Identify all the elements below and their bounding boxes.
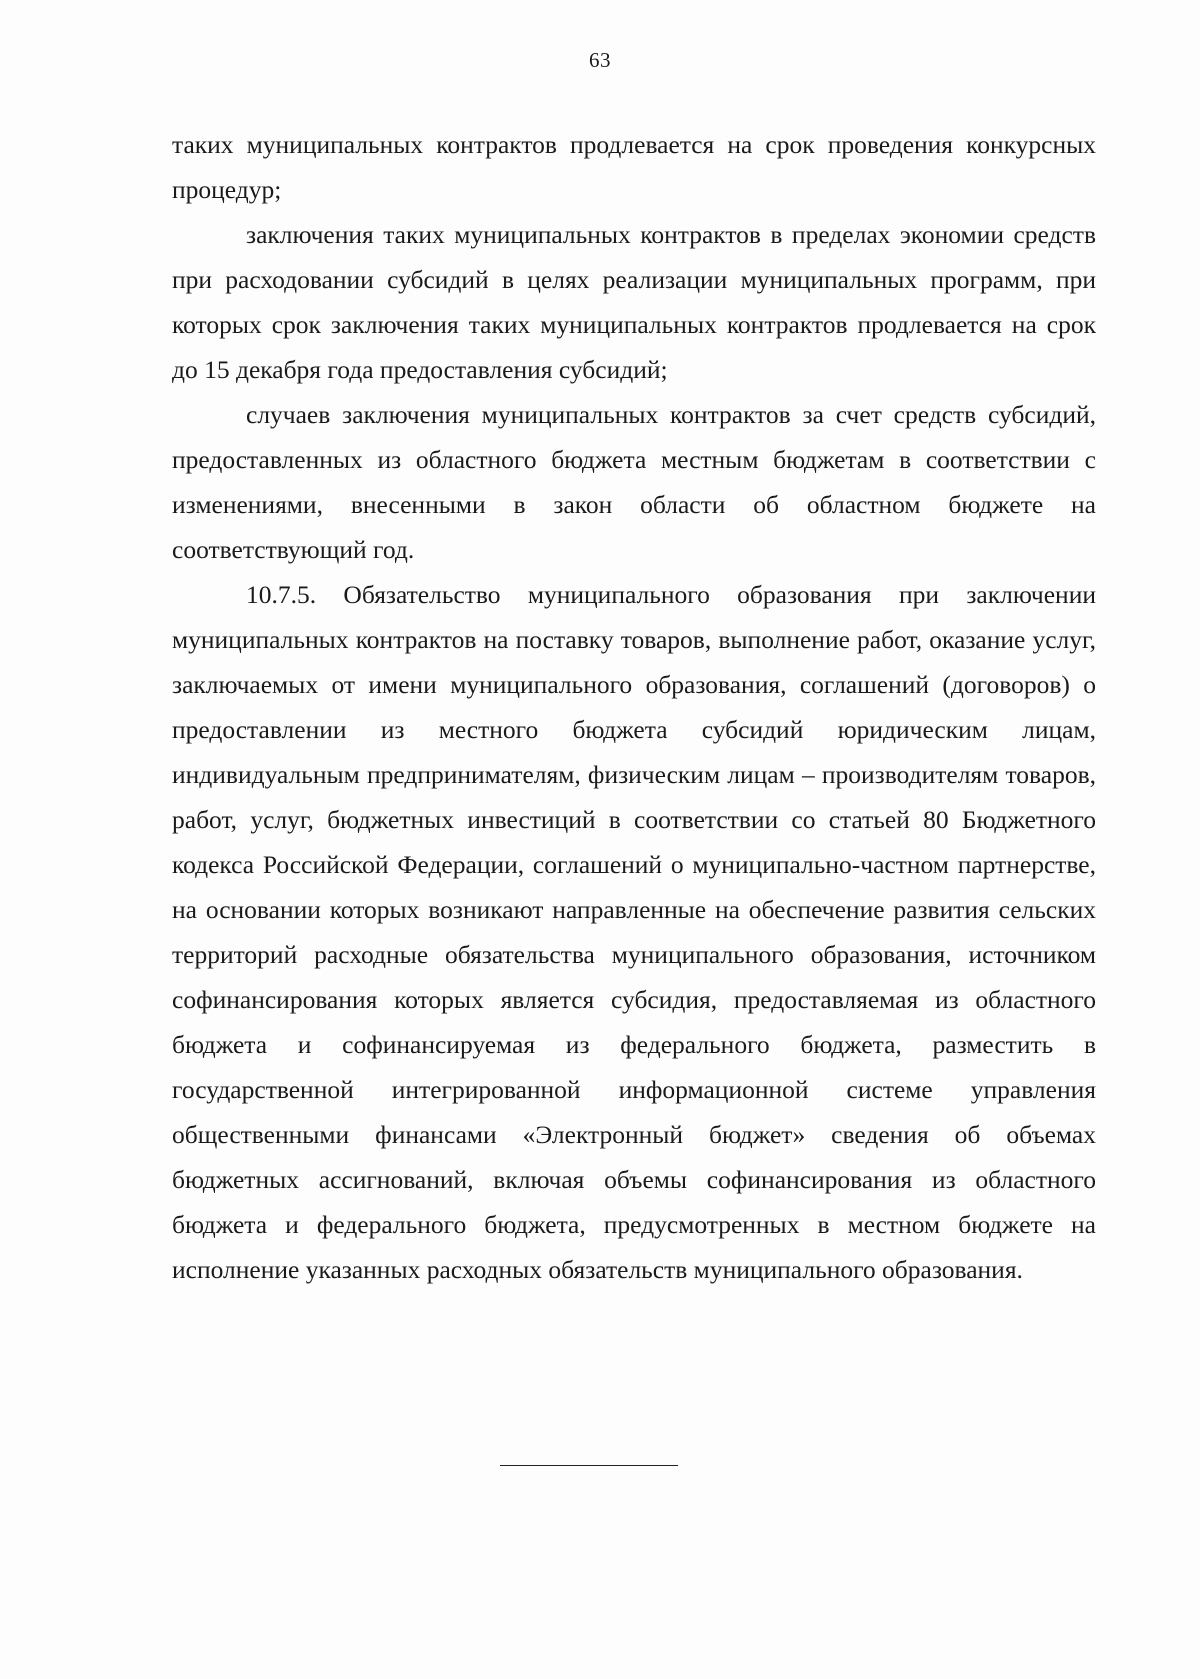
paragraph-subsidy-clause: случаев заключения муниципальных контрактов за счет средств субсидий, предоставленных из областного бюджета местным бюджетам в соответствии с изменениями, внесенными в закон области об областном бюджете на соответствующий год. bbox=[172, 400, 1096, 564]
paragraph-continuation: таких муниципальных контрактов продлевается на срок проведения конкурсных процедур; bbox=[172, 130, 1096, 204]
paragraph-savings-clause: заключения таких муниципальных контрактов в пределах экономии средств при расходовании субсидий в целях реализации муниципальных программ, при которых срок заключения таких муниципальных контрактов продлевается на срок до 15 декабря года предоставления субсидий; bbox=[172, 220, 1096, 384]
paragraph-section-10-7-5: 10.7.5. Обязательство муниципального образования при заключении муниципальных контрактов на поставку товаров, выполнение работ, оказание услуг, заключаемых от имени муниципального образования, соглашений (договоров) о предоставлении из местного бюджета субсидий юридическим лицам, индивидуальным предпринимателям, физическим лицам – производителям товаров, работ, услуг, бюджетных инвестиций в соответствии со статьей 80 Бюджетного кодекса Российской Федерации, соглашений о муниципально-частном партнерстве, на основании которых возникают направленные на обеспечение развития сельских территорий расходные обязательства муниципального образования, источником софинансирования которых является субсидия, предоставляемая из областного бюджета и софинансируемая из федерального бюджета, разместить в государственной интегрированной информационной системе управления общественными финансами «Электронный бюджет» сведения об объемах бюджетных ассигнований, включая объемы софинансирования из областного бюджета и федерального бюджета, предусмотренных в местном бюджете на исполнение указанных расходных обязательств муниципального образования. bbox=[172, 580, 1096, 1284]
document-body bbox=[172, 122, 1096, 1292]
closing-divider bbox=[500, 1465, 678, 1466]
page-number: 63 bbox=[589, 48, 611, 72]
